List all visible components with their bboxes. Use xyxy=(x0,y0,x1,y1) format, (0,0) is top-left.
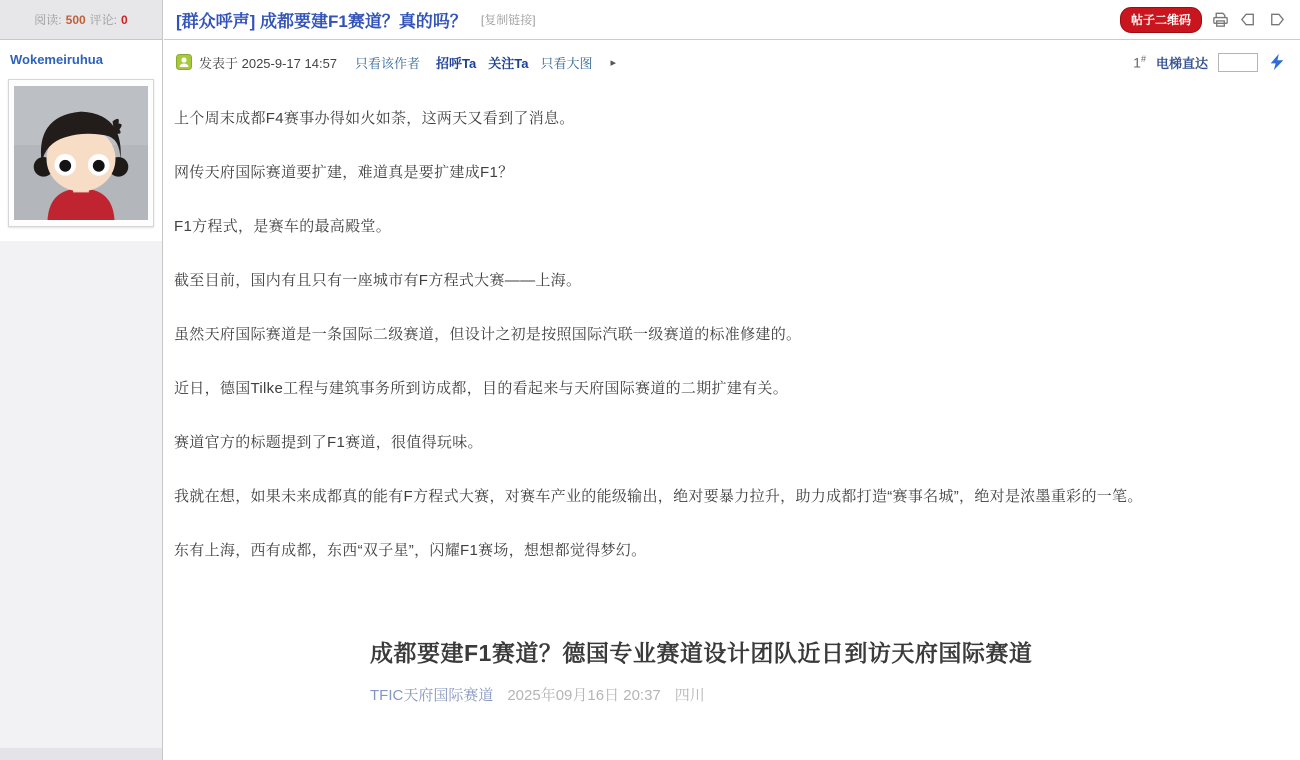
elevator-link[interactable]: 电梯直达 xyxy=(1155,55,1208,71)
thread-title: [群众呼声] 成都要建F1赛道？真的吗？ xyxy=(176,12,467,31)
embedded-article[interactable] xyxy=(370,635,1284,705)
printer-icon[interactable] xyxy=(1211,10,1230,29)
article-byline xyxy=(370,684,1284,705)
views-label: 阅读: xyxy=(34,13,62,27)
user-card-icon[interactable] xyxy=(176,54,192,70)
thread-stats-bar xyxy=(0,0,162,40)
floor-jump-input[interactable] xyxy=(1218,53,1258,72)
article-source-link[interactable]: TFIC天府国际赛道 xyxy=(370,687,494,704)
title-actions xyxy=(1120,7,1286,33)
thread-main xyxy=(164,0,1300,760)
triangle-arrow-icon[interactable]: ▸ xyxy=(610,56,617,69)
post-paragraph: 虽然天府国际赛道是一条国际二级赛道，但设计之初是按照国际汽联一级赛道的标准修建的。 xyxy=(174,326,802,343)
prev-topic-icon[interactable] xyxy=(1239,10,1258,29)
avatar-image xyxy=(14,85,148,221)
post-paragraph: F1方程式，是赛车的最高殿堂。 xyxy=(174,218,392,235)
floor-number xyxy=(1133,54,1146,71)
post-meta-row xyxy=(164,40,1300,84)
post-paragraph: 我就在想，如果未来成都真的能有F方程式大赛，对赛车产业的能级输出，绝对要暴力拉升，助力成都打造“赛事名城”，绝对是浓墨重彩的一笔。 xyxy=(174,488,1143,505)
post-paragraph: 上个周末成都F4赛事办得如火如荼，这两天又看到了消息。 xyxy=(174,110,575,127)
post-paragraph: 网传天府国际赛道要扩建，难道真是要扩建成F1？ xyxy=(174,164,514,181)
post-paragraph: 赛道官方的标题提到了F1赛道，很值得玩味。 xyxy=(174,434,483,451)
post-time: 发表于 2025-9-17 14:57 xyxy=(199,55,338,71)
comments-count: 0 xyxy=(121,12,128,27)
sidebar-spacer xyxy=(0,241,162,748)
only-author-link[interactable]: 只看该作者 xyxy=(355,55,421,71)
copy-link-button[interactable]: [复制链接] xyxy=(480,13,536,27)
floor-number-value: 1 xyxy=(1133,54,1141,71)
author-block xyxy=(0,40,162,241)
follow-link[interactable]: 关注Ta xyxy=(488,55,529,71)
greet-link[interactable]: 招呼Ta xyxy=(436,55,477,71)
comments-label: 评论: xyxy=(89,13,118,27)
post-paragraph: 近日，德国Tilke工程与建筑事务所到访成都，目的看起来与天府国际赛道的二期扩建有关。 xyxy=(174,380,789,397)
article-title: 成都要建F1赛道？德国专业赛道设计团队近日到访天府国际赛道 xyxy=(370,640,1033,666)
thread-title-row xyxy=(164,0,1300,40)
post-paragraph: 截至目前，国内有且只有一座城市有F方程式大赛——上海。 xyxy=(174,272,582,289)
author-username-link[interactable]: Wokemeiruhua xyxy=(10,52,103,67)
sidebar-footer xyxy=(0,748,162,760)
lightning-jump-icon[interactable] xyxy=(1268,53,1286,71)
article-location: 四川 xyxy=(674,687,705,704)
views-count: 500 xyxy=(65,12,86,27)
floor-hash: # xyxy=(1140,53,1146,64)
post-content xyxy=(164,84,1300,705)
post-paragraph: 东有上海，西有成都，东西“双子星”，闪耀F1赛场，想想都觉得梦幻。 xyxy=(174,542,647,559)
author-sidebar xyxy=(0,0,163,760)
next-topic-icon[interactable] xyxy=(1267,10,1286,29)
avatar[interactable] xyxy=(8,79,154,227)
qr-code-badge-button[interactable]: 帖子二维码 xyxy=(1120,7,1202,33)
only-images-link[interactable]: 只看大图 xyxy=(540,55,593,71)
article-date: 2025年09月16日 20:37 xyxy=(507,687,661,704)
floor-navigation xyxy=(1133,53,1286,72)
